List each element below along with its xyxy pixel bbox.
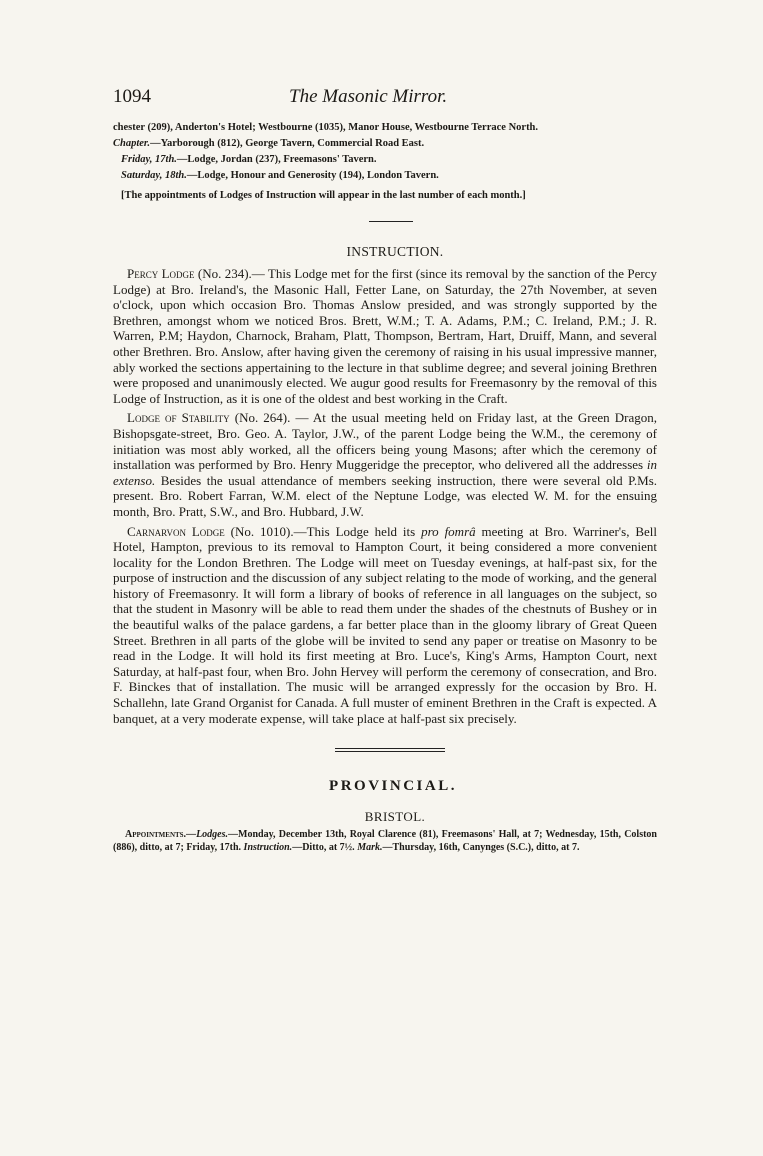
carnarvon-lodge-lead: Carnarvon Lodge (127, 523, 225, 539)
carnarvon-lodge-italic: pro fomrâ (421, 523, 476, 539)
mark-text: —Thursday, 16th, Canynges (S.C.), ditto, at 7. (382, 841, 580, 853)
journal-title: The Masonic Mirror. (289, 86, 448, 107)
section-divider (369, 221, 413, 222)
running-head (113, 86, 657, 120)
mark-label: Mark. (357, 841, 383, 853)
section-double-rule (335, 748, 445, 752)
stability-lodge-lead: Lodge of Stability (127, 410, 230, 426)
notice-line (113, 152, 657, 168)
chapter-text: —Yarborough (812), George Tavern, Commercial Road East. (150, 138, 425, 149)
instruction-heading: INSTRUCTION. (346, 244, 444, 259)
instruction-label: Instruction. (243, 841, 293, 853)
friday-text: —Lodge, Jordan (237), Freemasons' Tavern. (176, 154, 377, 165)
bristol-appointments (113, 829, 657, 854)
stability-lodge-text-b: Besides the usual attendance of members seeking instruction, there were several old P.Ms. present. Bro. Robert Farran, W.M. elect of the Neptune Lodge, was elected W. M. for the ensuing month, Bro. Pratt, S.W., and Bro. Hubbard, J.W. (113, 472, 657, 519)
friday-label: Friday, 17th. (121, 154, 177, 165)
lodges-text: —Monday, December 13th, Royal Clarence (81), Freemasons' Hall, at 7; Wednesday, 15th, Colston (886), ditto, at 7; Friday, 17th. (113, 829, 657, 853)
page-number: 1094 (113, 86, 151, 107)
carnarvon-lodge-text-b: meeting at Bro. Warriner's, Bell Hotel, Hampton, previous to its removal to Hampton Court, it being considered a more convenient locality for the London Brethren. The Lodge will meet on Tuesday evenings, at half-past six, for the purpose of instruction and the discussion of any subject relating to the mode of working, and the general history of Freemasonry. It will form a library of books of reference in all languages on the subject, so that the student in Masonry will be able to read them under the shades of the chestnuts of Bushey or in the beautiful walks of the palace gardens, a far better place than in the gloomy library of Great Queen Street. Brethren in all parts of the globe will be invited to send any paper or treatise on Masonry to be read in the Lodge. It will hold its first meeting at Bro. Luce's, King's Arms, Hampton Court, next Saturday, at half-past four, when Bro. John Hervey will perform the ceremony of consecration, and Bro. F. Binckes that of installation. The music will be arranged expressly for the occasion by Bro. H. Schallehn, late Grand Organist for Canada. A full muster of eminent Brethren in the Craft is expected. A banquet, at a very moderate expense, will take place at half-past six precisely. (113, 523, 658, 726)
notice-line (113, 136, 657, 152)
lodge-notices (113, 120, 657, 204)
lodges-label: —Lodges. (186, 829, 229, 841)
chapter-label: Chapter. (113, 138, 151, 149)
instruction-text: —Ditto, at 7½. (292, 841, 358, 853)
notice-line: chester (209), Anderton's Hotel; Westbourne (1035), Manor House, Westbourne Terrace North. (113, 122, 539, 133)
provincial-heading: PROVINCIAL. (329, 778, 457, 795)
appointments-note: [The appointments of Lodges of Instruction will appear in the last number of each month.] (121, 190, 526, 201)
stability-lodge-italic: in extenso. (113, 457, 657, 488)
saturday-label: Saturday, 18th. (121, 170, 187, 181)
stability-lodge-paragraph (113, 410, 657, 519)
stability-lodge-text-a: (No. 264). — At the usual meeting held on Friday last, at the Green Dragon, Bishopsgate-street, Bro. Geo. A. Taylor, J.W., of the parent Lodge being the W.M., the ceremony of initiation was most ably worked, all the officers being young Masons; after which the ceremony of installation was performed by Bro. Henry Muggeridge the preceptor, who delivered all the addresses (113, 410, 657, 473)
percy-lodge-text: (No. 234).— This Lodge met for the first (since its removal by the sanction of the Percy Lodge) at Bro. Ireland's, the Masonic Hall, Fetter Lane, on Saturday, the 27th November, at seven o'clock, upon which occasion Bro. Thomas Anslow presided, and was strongly supported by the Brethren, amongst whom we noticed Bros. Brett, W.M.; T. A. Adams, P.M.; C. Ireland, P.M.; J. R. Warren, P.M; Haydon, Charnock, Braham, Platt, Thompson, Bertram, Hart, Druiff, Mann, and several other Brethren. Bro. Anslow, after having given the ceremony of raising in his usual impressive manner, ably worked the sections appertaining to the lecture in that sublime degree; and several joining Brethren were proposed and unanimously elected. We augur good results for Freemasonry by the removal of this Lodge of Instruction, as it is one of the oldest and best working in the Craft. (113, 266, 658, 406)
bristol-heading: BRISTOL. (364, 809, 426, 825)
carnarvon-lodge-paragraph (113, 524, 657, 727)
instruction-article (113, 266, 657, 726)
percy-lodge-paragraph (113, 266, 657, 406)
percy-lodge-lead: Percy Lodge (127, 266, 195, 281)
carnarvon-lodge-text-a: (No. 1010).—This Lodge held its (224, 523, 422, 539)
notice-line (113, 168, 657, 184)
appointments-paragraph (113, 829, 657, 854)
saturday-text: —Lodge, Honour and Generosity (194), London Tavern. (186, 170, 439, 181)
appointments-lead: Appointments. (125, 829, 187, 841)
